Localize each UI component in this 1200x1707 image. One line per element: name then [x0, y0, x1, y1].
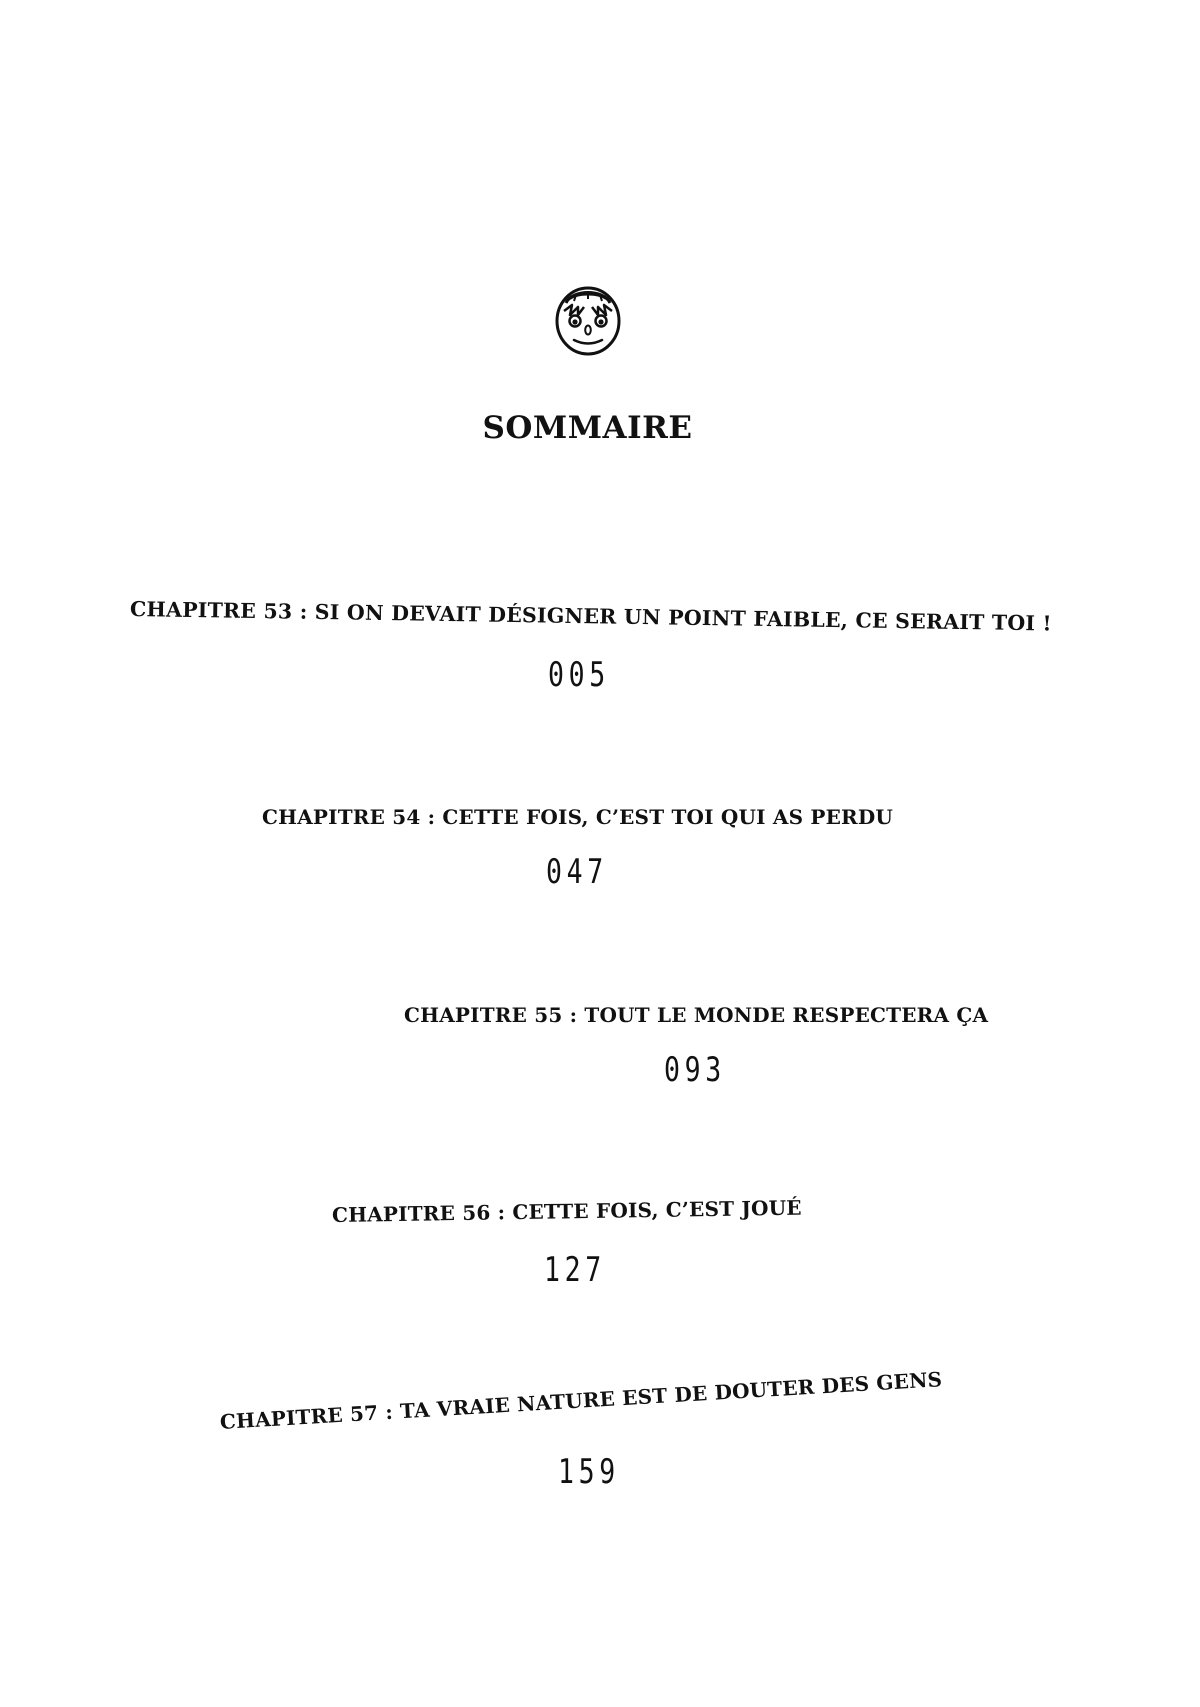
page-title: SOMMAIRE [482, 410, 693, 446]
chapter-title-57: CHAPITRE 57 : TA VRAIE NATURE EST DE DOUTER DES GENS [219, 1367, 943, 1434]
chapter-title-54: CHAPITRE 54 : CETTE FOIS, C’EST TOI QUI AS PERDU [262, 805, 894, 829]
smiling-boy-face-icon [554, 281, 622, 357]
chapter-title-56: CHAPITRE 56 : CETTE FOIS, C’EST JOUÉ [331, 1195, 802, 1227]
chapter-page-57: 159 [558, 1452, 620, 1492]
chapter-page-55: 093 [664, 1050, 726, 1090]
chapter-title-55: CHAPITRE 55 : TOUT LE MONDE RESPECTERA ÇA [404, 1003, 989, 1027]
chapter-page-53: 005 [548, 655, 610, 695]
chapter-page-54: 047 [546, 852, 608, 892]
chapter-title-53: CHAPITRE 53 : SI ON DEVAIT DÉSIGNER UN POINT FAIBLE, CE SERAIT TOI ! [129, 597, 1052, 636]
chapter-page-56: 127 [544, 1250, 606, 1290]
